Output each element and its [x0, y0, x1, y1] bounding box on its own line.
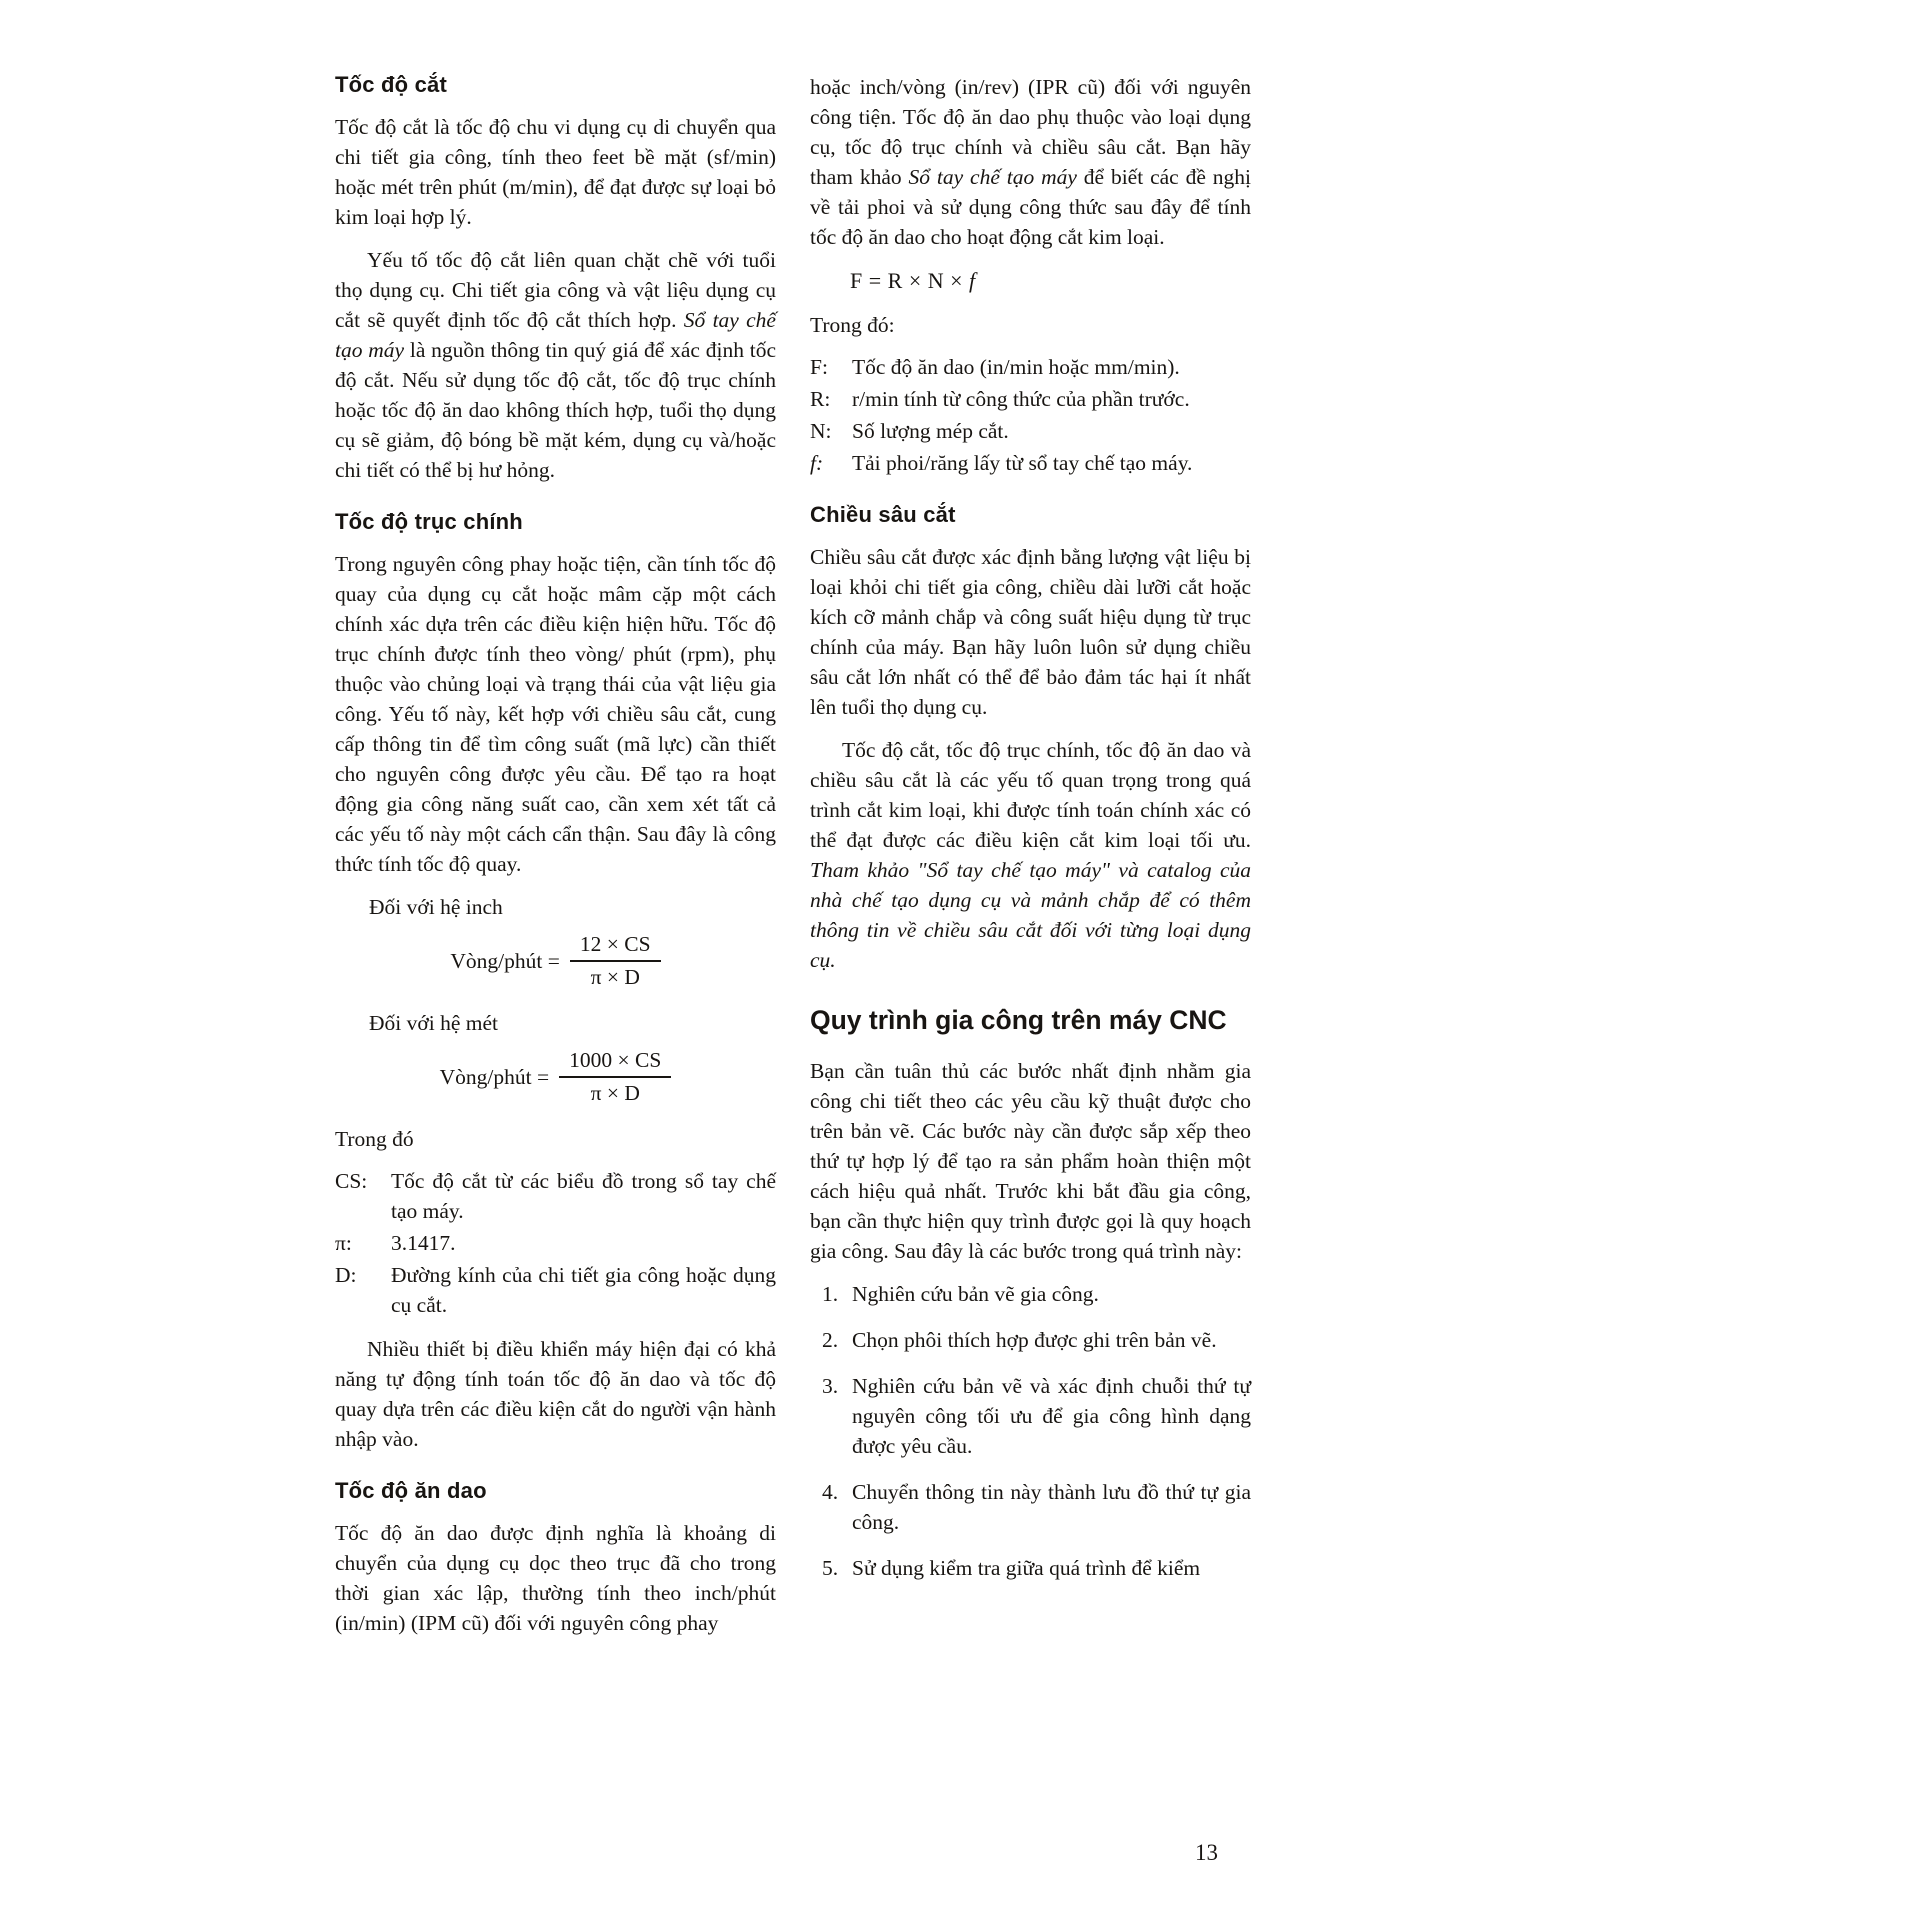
list-number: 1.	[822, 1282, 839, 1306]
definition-text: Số lượng mép cắt.	[852, 419, 1009, 443]
definition-text: Tốc độ ăn dao (in/min hoặc mm/min).	[852, 355, 1180, 379]
italic-run: Sổ tay chế tạo máy	[908, 165, 1077, 189]
list-item	[822, 1477, 1251, 1537]
definition-row	[335, 1260, 776, 1320]
text-run: để biết các đề nghị về tải phoi và sử dụng công thức sau đây để tính tốc độ ăn dao cho hoạt động cắt kim loại.	[810, 165, 1251, 249]
formula-label-inch: Đối với hệ inch	[369, 895, 503, 919]
formula-lhs: Vòng/phút =	[439, 1064, 550, 1089]
fraction-numerator: 12 × CS	[579, 932, 651, 956]
list-item	[822, 1279, 1251, 1309]
definition-row	[810, 384, 1251, 414]
heading-feed-rate: Tốc độ ăn dao	[335, 1478, 487, 1503]
list-text: Chuyển thông tin này thành lưu đồ thứ tự gia công.	[852, 1480, 1251, 1534]
list-number: 4.	[822, 1480, 839, 1504]
definition-row	[810, 416, 1251, 446]
definition-row	[335, 1228, 776, 1258]
fraction	[559, 1048, 671, 1106]
list-text: Sử dụng kiểm tra giữa quá trình để kiểm	[852, 1556, 1201, 1580]
definition-term: CS:	[335, 1169, 368, 1193]
paragraph: Bạn cần tuân thủ các bước nhất định nhằm gia công chi tiết theo các yêu cầu kỹ thuật được cho trên bản vẽ. Các bước này cần được sắp xếp theo thứ tự hợp lý để tạo ra sản phẩm hoàn thiện một cách hiệu quả nhất. Trước khi bắt đầu gia công, bạn cần thực hiện quy trình được gọi là quy hoạch gia công. Sau đây là các bước trong quá trình này:	[810, 1059, 1251, 1263]
formula-label-metric: Đối với hệ mét	[369, 1011, 498, 1035]
definition-text: Tốc độ cắt từ các biểu đồ trong sổ tay chế tạo máy.	[391, 1169, 776, 1223]
formula-feed	[850, 268, 1251, 294]
paragraph: Tốc độ cắt là tốc độ chu vi dụng cụ di chuyển qua chi tiết gia công, tính theo feet bề mặt (sf/min) hoặc mét trên phút (m/min), để đạt được sự loại bỏ kim loại hợp lý.	[335, 115, 776, 229]
text-run: là nguồn thông tin quý giá để xác định tốc độ cắt. Nếu sử dụng tốc độ cắt, tốc độ trục chính hoặc tốc độ ăn dao không thích hợp, tuổi thọ dụng cụ sẽ giảm, độ bóng bề mặt kém, dụng cụ và/hoặc chi tiết có thể bị hư hỏng.	[335, 338, 776, 482]
list-number: 2.	[822, 1328, 839, 1352]
two-column-layout	[335, 72, 1251, 1651]
text-run: hoặc inch/vòng (in/rev) (IPR cũ) đối với nguyên công tiện. Tốc độ ăn dao phụ thuộc vào loại dụng cụ, tốc độ trục chính và chiều sâu cắt. Bạn hãy tham khảo	[810, 75, 1251, 189]
formula-lhs: Vòng/phút =	[450, 948, 560, 973]
where-label: Trong đó:	[810, 313, 895, 337]
list-text: Chọn phôi thích hợp được ghi trên bản vẽ.	[852, 1328, 1217, 1352]
fraction-numerator: 1000 × CS	[569, 1048, 662, 1072]
definition-term: F:	[810, 355, 828, 379]
definition-text: 3.1417.	[391, 1231, 456, 1255]
list-item	[822, 1325, 1251, 1355]
definition-term: N:	[810, 419, 832, 443]
list-text: Nghiên cứu bản vẽ gia công.	[852, 1282, 1099, 1306]
paragraph: Trong nguyên công phay hoặc tiện, cần tính tốc độ quay của dụng cụ cắt hoặc mâm cặp một cách chính xác dựa trên các điều kiện hiện hữu. Tốc độ trục chính được tính theo vòng/ phút (rpm), phụ thuộc vào chủng loại và trạng thái của vật liệu gia công. Yếu tố này, kết hợp với chiều sâu cắt, cung cấp thông tin để tìm công suất (mã lực) cần thiết cho nguyên công được yêu cầu. Để tạo ra hoạt động gia công năng suất cao, cần xem xét tất cả các yếu tố này một cách cẩn thận. Sau đây là công thức tính tốc độ quay.	[335, 552, 776, 876]
paragraph	[335, 245, 776, 485]
right-column	[810, 72, 1251, 1651]
formula-rpm-inch	[335, 932, 776, 990]
definition-term: f:	[810, 451, 824, 475]
definition-row	[810, 448, 1251, 478]
heading-spindle-speed: Tốc độ trục chính	[335, 509, 523, 534]
paragraph	[810, 735, 1251, 975]
text-run: Yếu tố tốc độ cắt liên quan chặt chẽ với tuổi thọ dụng cụ. Chi tiết gia công và vật liệu dụng cụ cắt sẽ quyết định tốc độ cắt thích hợp.	[335, 248, 776, 332]
definition-term: π:	[335, 1231, 352, 1255]
heading-depth-of-cut: Chiều sâu cắt	[810, 502, 956, 527]
fraction-denominator: π × D	[570, 960, 661, 990]
where-label: Trong đó	[335, 1127, 414, 1151]
paragraph: Nhiều thiết bị điều khiển máy hiện đại có khả năng tự động tính toán tốc độ ăn dao và tốc độ quay dựa trên các điều kiện cắt do người vận hành nhập vào.	[335, 1337, 776, 1451]
text-run: Tốc độ cắt, tốc độ trục chính, tốc độ ăn dao và chiều sâu cắt là các yếu tố quan trọng trong quá trình cắt kim loại, khi được tính toán chính xác có thể đạt được các điều kiện cắt kim loại tối ưu.	[810, 738, 1251, 852]
left-column	[335, 72, 776, 1651]
list-item	[822, 1371, 1251, 1461]
list-number: 5.	[822, 1556, 839, 1580]
paragraph: Tốc độ ăn dao được định nghĩa là khoảng di chuyển của dụng cụ dọc theo trục đã cho trong thời gian xác lập, thường tính theo inch/phút (in/min) (IPM cũ) đối với nguyên công phay	[335, 1521, 776, 1635]
paragraph	[810, 72, 1251, 252]
italic-run: Sổ tay chế tạo máy	[335, 308, 776, 362]
formula-variable: f	[969, 268, 976, 293]
definition-text: Tải phoi/răng lấy từ sổ tay chế tạo máy.	[852, 451, 1193, 475]
definition-text: r/min tính từ công thức của phần trước.	[852, 387, 1190, 411]
definition-term: D:	[335, 1263, 357, 1287]
fraction	[570, 932, 661, 990]
heading-cnc-machining-process: Quy trình gia công trên máy CNC	[810, 1005, 1227, 1035]
page-content	[335, 72, 1251, 1651]
list-text: Nghiên cứu bản vẽ và xác định chuỗi thứ tự nguyên công tối ưu để gia công hình dạng được yêu cầu.	[852, 1374, 1251, 1458]
definition-term: R:	[810, 387, 831, 411]
list-number: 3.	[822, 1374, 839, 1398]
page-number: 13	[1195, 1840, 1218, 1865]
heading-cutting-speed: Tốc độ cắt	[335, 72, 448, 97]
definition-row	[335, 1166, 776, 1226]
formula-rpm-metric	[335, 1048, 776, 1106]
formula-main: F = R × N ×	[850, 268, 970, 293]
paragraph: Chiều sâu cắt được xác định bằng lượng vật liệu bị loại khỏi chi tiết gia công, chiều dài lưỡi cắt hoặc kích cỡ mảnh chắp và công suất hiệu dụng từ trục chính của máy. Bạn hãy luôn luôn sử dụng chiều sâu cắt lớn nhất có thể để bảo đảm tác hại ít nhất lên tuổi thọ dụng cụ.	[810, 545, 1251, 719]
list-item	[822, 1553, 1251, 1583]
fraction-denominator: π × D	[559, 1076, 671, 1106]
italic-run: Tham khảo "Sổ tay chế tạo máy" và catalog của nhà chế tạo dụng cụ và mảnh chắp để có thêm thông tin về chiều sâu cắt đối với từng loại dụng cụ.	[810, 858, 1251, 972]
definition-text: Đường kính của chi tiết gia công hoặc dụng cụ cắt.	[391, 1263, 776, 1317]
definition-row	[810, 352, 1251, 382]
